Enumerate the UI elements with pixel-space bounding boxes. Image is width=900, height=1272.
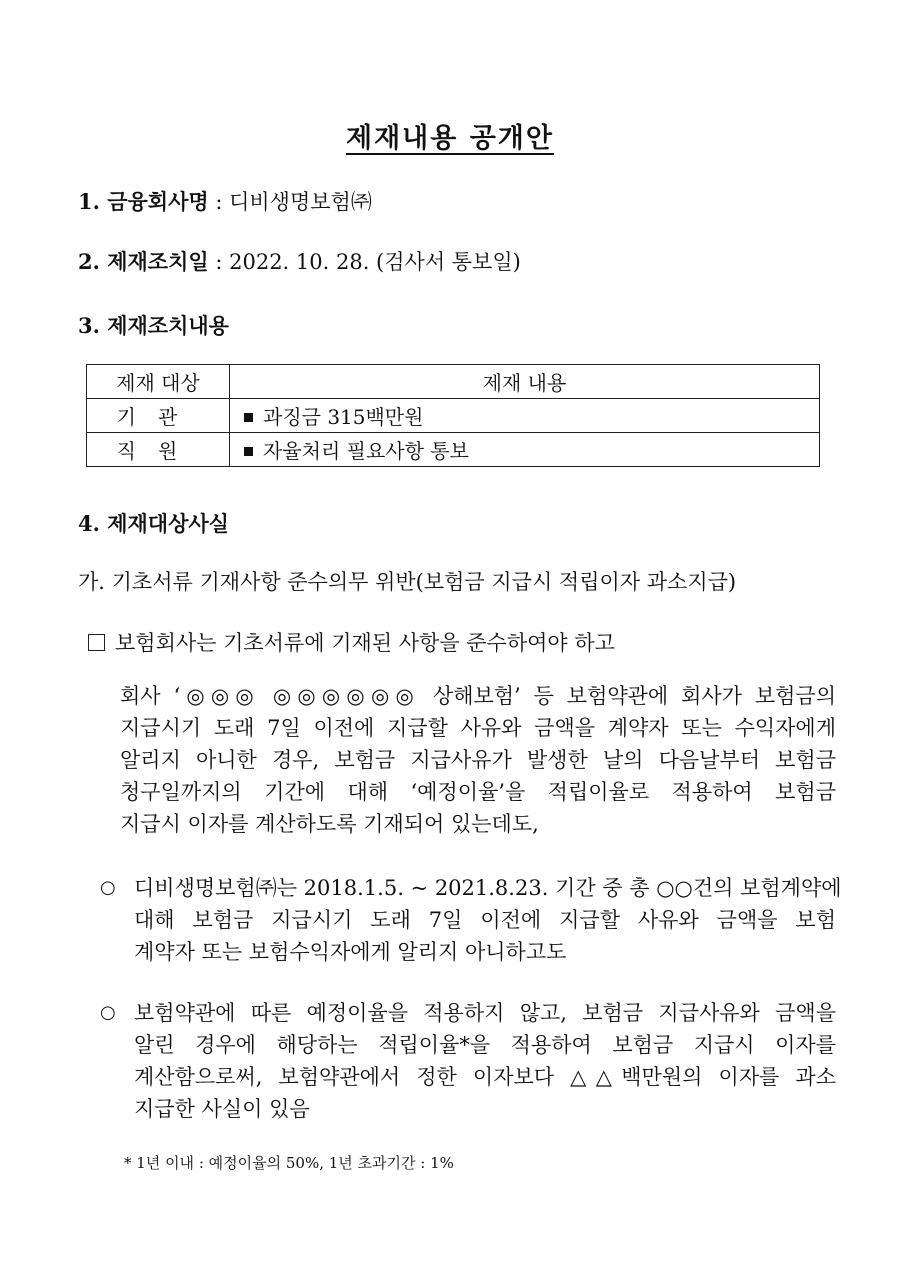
section-date: 2. 제재조치일 : 2022. 10. 28. (검사서 통보일) bbox=[78, 249, 521, 274]
table-cell-target: 직원 bbox=[87, 433, 230, 467]
section-facts-heading: 4. 제재대상사실 bbox=[78, 511, 229, 536]
table-header-target: 제재 대상 bbox=[87, 365, 230, 399]
sanction-table bbox=[86, 364, 820, 467]
table-cell-content: 과징금 315백만원 bbox=[230, 399, 820, 433]
table-header-content: 제재 내용 bbox=[230, 365, 820, 399]
checkbox-square-icon bbox=[88, 634, 105, 651]
box-item: 보험회사는 기초서류에 기재된 사항을 준수하여야 하고 bbox=[88, 627, 615, 657]
section-company: 1. 금융회사명 : 디비생명보험㈜ bbox=[78, 189, 372, 214]
company-name: 디비생명보험㈜ bbox=[229, 190, 372, 214]
section-company-label: 1. 금융회사명 bbox=[78, 189, 209, 214]
table-header-row bbox=[87, 365, 820, 399]
section-content-heading: 3. 제재조치내용 bbox=[78, 313, 229, 338]
square-bullet-icon bbox=[244, 447, 253, 456]
table-cell-content: 자율처리 필요사항 통보 bbox=[230, 433, 820, 467]
square-bullet-icon bbox=[244, 413, 253, 422]
sanction-date: 2022. 10. 28. (검사서 통보일) bbox=[229, 250, 521, 274]
bullet-paragraph-1: 디비생명보험㈜는 2018.1.5. ~ 2021.8.23. 기간 중 총 ○○건의 보험계약에 대해 보험금 지급시기 도래 7일 이전에 지급할 사유와 금액을 보험 계약자 또는 보험수익자에게 알리지 아니하고도 bbox=[134, 876, 842, 964]
bullet-paragraph-2: 보험약관에 따른 예정이율을 적용하지 않고, 보험금 지급사유와 금액을 알린 경우에 해당하는 적립이율*을 적용하여 보험금 지급시 이자를 계산함으로써, 보험약관에서 정한 이자보다 △△백만원의 이자를 과소 지급한 사실이 있음 bbox=[134, 1001, 836, 1121]
circle-bullet-icon: ○ bbox=[100, 877, 116, 898]
page-title: 제재내용 공개안 bbox=[346, 123, 554, 154]
section-date-label: 2. 제재조치일 bbox=[78, 249, 209, 274]
subheading: 가. 기초서류 기재사항 준수의무 위반(보험금 지급시 적립이자 과소지급) bbox=[78, 570, 737, 594]
circle-bullet-icon: ○ bbox=[100, 1002, 116, 1023]
main-paragraph: 회사 ‘◎◎◎ ◎◎◎◎◎◎ 상해보험’ 등 보험약관에 회사가 보험금의 지급시기 도래 7일 이전에 지급할 사유와 금액을 계약자 또는 수익자에게 알리지 아니한 경우, 보험금 지급사유가 발생한 날의 다음날부터 보험금 청구일까지의 기간에 대해 ‘예정이율’을 적립이율로 적용하여 보험금 지급시 이자를 계산하도록 기재되어 있는데도, bbox=[120, 684, 836, 836]
footnote: * 1년 이내 : 예정이율의 50%, 1년 초과기간 : 1% bbox=[124, 1154, 454, 1172]
table-row bbox=[87, 399, 820, 433]
table-row bbox=[87, 433, 820, 467]
table-cell-target: 기관 bbox=[87, 399, 230, 433]
